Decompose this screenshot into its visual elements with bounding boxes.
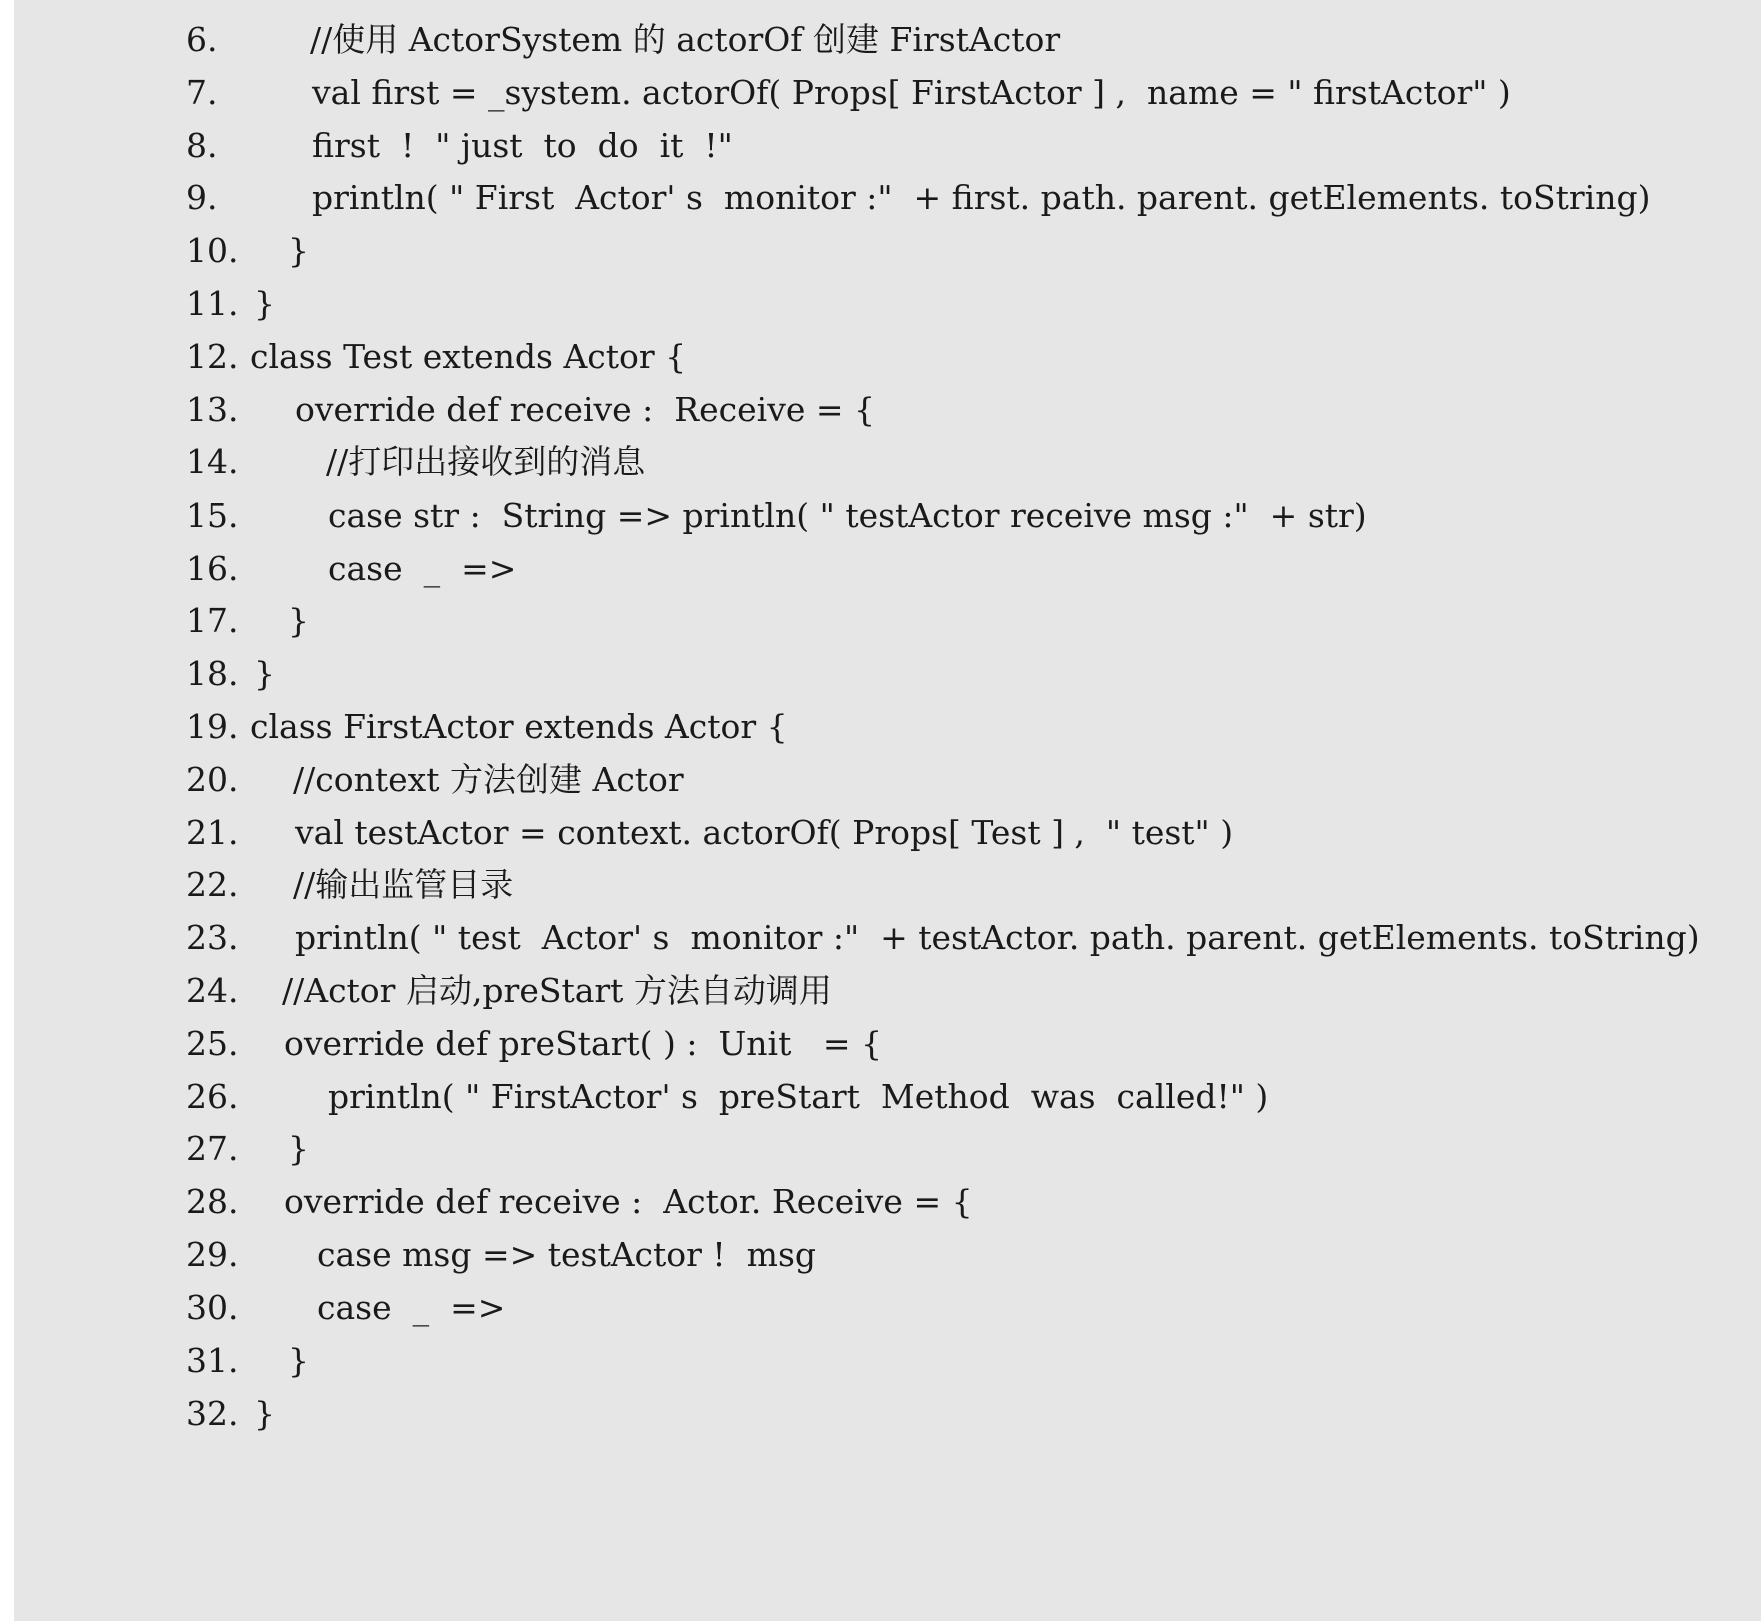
code-line bbox=[14, 231, 309, 271]
code-line bbox=[14, 601, 309, 641]
line-number: 20. bbox=[186, 760, 239, 799]
line-number: 13. bbox=[186, 390, 239, 429]
line-number: 9. bbox=[186, 178, 218, 217]
line-number: 28. bbox=[186, 1182, 239, 1221]
code-text: //使用 ActorSystem 的 actorOf 创建 FirstActor bbox=[310, 20, 1061, 59]
line-number: 8. bbox=[186, 126, 218, 165]
code-text: } bbox=[254, 654, 275, 693]
line-number: 14. bbox=[186, 442, 239, 481]
code-line bbox=[14, 1024, 882, 1064]
code-text: case msg => testActor ! msg bbox=[317, 1235, 817, 1274]
code-text: println( " First Actor' s monitor :" + first. path. parent. getElements. toString) bbox=[312, 178, 1651, 217]
code-line bbox=[14, 496, 1367, 536]
code-text: } bbox=[288, 1129, 309, 1168]
code-line bbox=[14, 73, 1511, 113]
code-line bbox=[14, 1182, 973, 1222]
line-number: 16. bbox=[186, 549, 239, 588]
code-text: //打印出接收到的消息 bbox=[326, 442, 646, 481]
code-line bbox=[14, 971, 832, 1011]
code-text: } bbox=[254, 284, 275, 323]
code-text: val testActor = context. actorOf( Props[ Test ] , " test" ) bbox=[295, 813, 1234, 852]
code-text: } bbox=[254, 1394, 275, 1433]
code-text: class FirstActor extends Actor { bbox=[250, 707, 788, 746]
code-line bbox=[14, 20, 1061, 60]
code-text: //Actor 启动,preStart 方法自动调用 bbox=[282, 971, 832, 1010]
code-line bbox=[14, 1129, 309, 1169]
code-text: case _ => bbox=[328, 549, 517, 588]
line-number: 26. bbox=[186, 1077, 239, 1116]
code-line bbox=[14, 442, 646, 482]
line-number: 27. bbox=[186, 1129, 239, 1168]
line-number: 6. bbox=[186, 20, 218, 59]
line-number: 18. bbox=[186, 654, 239, 693]
code-line bbox=[14, 390, 876, 430]
line-number: 10. bbox=[186, 231, 239, 270]
line-number: 17. bbox=[186, 601, 239, 640]
code-text: println( " test Actor' s monitor :" + testActor. path. parent. getElements. toString) bbox=[295, 918, 1700, 957]
line-number: 21. bbox=[186, 813, 239, 852]
code-line bbox=[14, 813, 1234, 853]
line-number: 19. bbox=[186, 707, 239, 746]
code-text: case str : String => println( " testActor receive msg :" + str) bbox=[328, 496, 1367, 535]
line-number: 31. bbox=[186, 1341, 239, 1380]
code-line bbox=[14, 1077, 1269, 1117]
code-text: println( " FirstActor' s preStart Method was called!" ) bbox=[328, 1077, 1269, 1116]
code-line bbox=[14, 337, 687, 377]
code-line bbox=[14, 918, 1700, 958]
code-text: val first = _system. actorOf( Props[ FirstActor ] , name = " firstActor" ) bbox=[312, 73, 1511, 112]
code-line bbox=[14, 1394, 275, 1434]
code-line bbox=[14, 1288, 506, 1328]
code-line bbox=[14, 1235, 817, 1275]
code-listing-panel bbox=[14, 0, 1761, 1621]
line-number: 30. bbox=[186, 1288, 239, 1327]
code-text: //输出监管目录 bbox=[293, 865, 514, 904]
line-number: 32. bbox=[186, 1394, 239, 1433]
code-text: override def preStart( ) : Unit = { bbox=[284, 1024, 882, 1063]
code-line bbox=[14, 865, 514, 905]
code-text: //context 方法创建 Actor bbox=[293, 760, 684, 799]
line-number: 15. bbox=[186, 496, 239, 535]
line-number: 7. bbox=[186, 73, 218, 112]
code-text: case _ => bbox=[317, 1288, 506, 1327]
line-number: 22. bbox=[186, 865, 239, 904]
code-text: class Test extends Actor { bbox=[250, 337, 687, 376]
line-number: 12. bbox=[186, 337, 239, 376]
line-number: 11. bbox=[186, 284, 239, 323]
line-number: 29. bbox=[186, 1235, 239, 1274]
code-line bbox=[14, 126, 733, 166]
code-text: } bbox=[288, 601, 309, 640]
code-line bbox=[14, 178, 1651, 218]
code-line bbox=[14, 1341, 309, 1381]
code-text: override def receive : Actor. Receive = { bbox=[284, 1182, 973, 1221]
code-line bbox=[14, 707, 788, 747]
line-number: 25. bbox=[186, 1024, 239, 1063]
code-line bbox=[14, 654, 275, 694]
line-number: 23. bbox=[186, 918, 239, 957]
code-line bbox=[14, 760, 684, 800]
code-text: } bbox=[288, 231, 309, 270]
code-line bbox=[14, 549, 517, 589]
code-text: first ! " just to do it !" bbox=[312, 126, 733, 165]
code-text: } bbox=[288, 1341, 309, 1380]
code-line bbox=[14, 284, 275, 324]
line-number: 24. bbox=[186, 971, 239, 1010]
code-text: override def receive : Receive = { bbox=[295, 390, 876, 429]
